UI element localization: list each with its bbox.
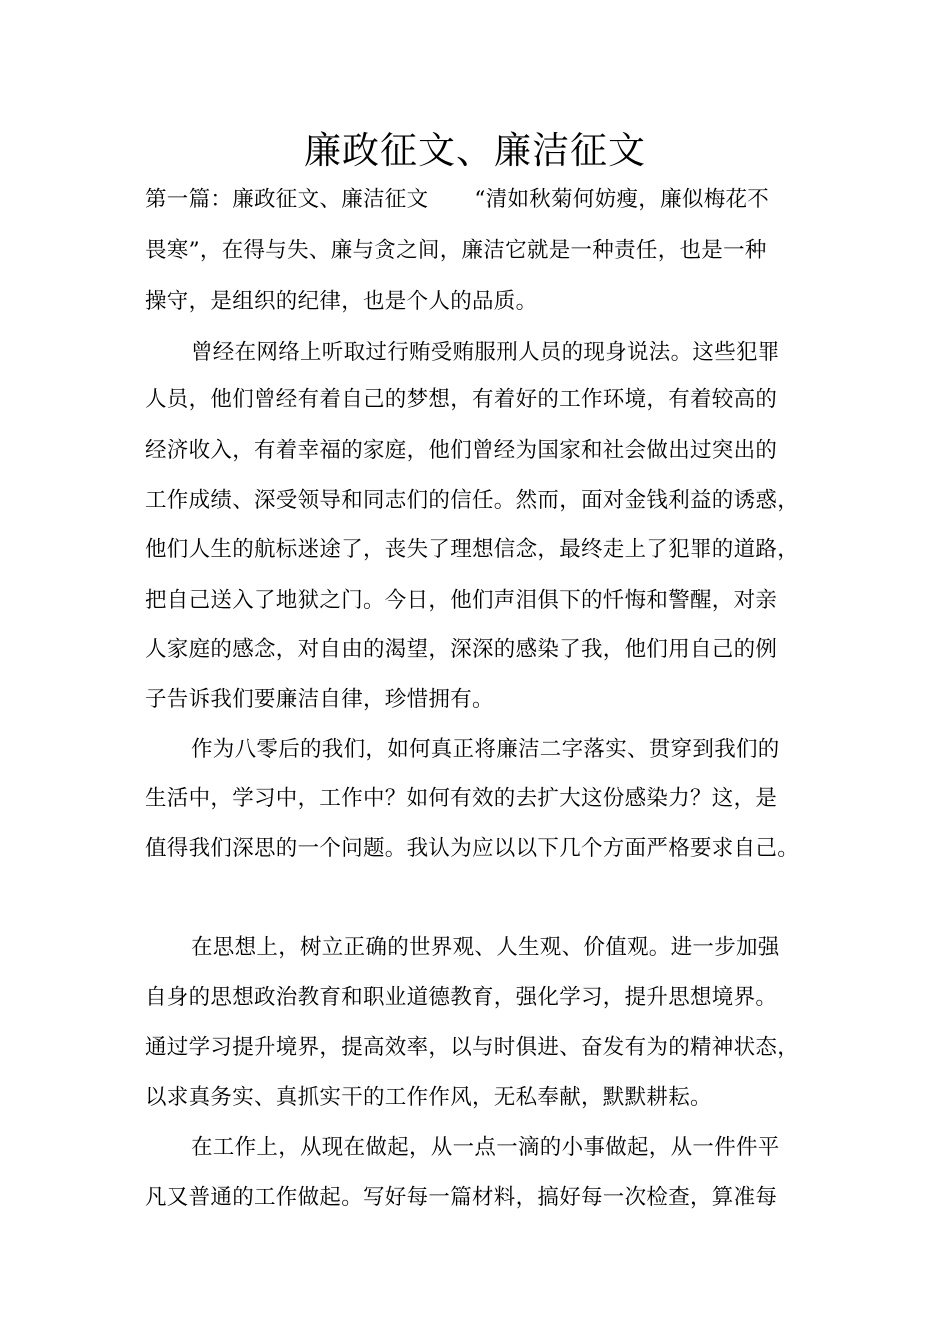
- p2-line-4: 工作成绩、深受领导和同志们的信任。然而，面对金钱利益的诱惑，: [145, 488, 800, 513]
- p4-line-2: 自身的思想政治教育和职业道德教育，强化学习，提升思想境界。: [145, 985, 778, 1010]
- intro-quote-start: “清如秋菊何妨瘦，廉似梅花不: [474, 187, 770, 212]
- p3-line-1: 作为八零后的我们，如何真正将廉洁二字落实、贯穿到我们的: [191, 737, 780, 762]
- p2-line-7: 人家庭的感念，对自由的渴望，深深的感染了我，他们用自己的例: [145, 637, 778, 662]
- p3-line-3: 值得我们深思的一个问题。我认为应以以下几个方面严格要求自己。: [145, 836, 800, 861]
- intro-heading: 第一篇：廉政征文、廉洁征文: [145, 187, 429, 212]
- intro-line-1: [145, 185, 769, 215]
- p2-line-2: 人员，他们曾经有着自己的梦想，有着好的工作环境，有着较高的: [145, 387, 778, 412]
- p5-line-2: 凡又普通的工作做起。写好每一篇材料，搞好每一次检查，算准每: [145, 1185, 778, 1210]
- p2-line-8: 子告诉我们要廉洁自律，珍惜拥有。: [145, 687, 494, 712]
- p2-line-1: 曾经在网络上听取过行贿受贿服刑人员的现身说法。这些犯罪: [191, 340, 780, 365]
- p5-line-1: 在工作上，从现在做起，从一点一滴的小事做起，从一件件平: [191, 1135, 780, 1160]
- document-title: 廉政征文、廉洁征文: [304, 129, 646, 172]
- p4-line-1: 在思想上，树立正确的世界观、人生观、价值观。进一步加强: [191, 935, 780, 960]
- p2-line-5: 他们人生的航标迷途了，丧失了理想信念，最终走上了犯罪的道路，: [145, 537, 800, 562]
- p2-line-6: 把自己送入了地狱之门。今日，他们声泪俱下的忏悔和警醒，对亲: [145, 588, 778, 613]
- p2-line-3: 经济收入，有着幸福的家庭，他们曾经为国家和社会做出过突出的: [145, 438, 778, 463]
- p4-line-3: 通过学习提升境界，提高效率，以与时俱进、奋发有为的精神状态，: [145, 1035, 800, 1060]
- p3-line-2: 生活中，学习中，工作中？如何有效的去扩大这份感染力？这，是: [145, 786, 778, 811]
- p4-line-4: 以求真务实、真抓实干的工作作风，无私奉献，默默耕耘。: [145, 1085, 712, 1110]
- intro-line-3: 操守，是组织的纪律，也是个人的品质。: [145, 289, 538, 314]
- intro-line-2: 畏寒”，在得与失、廉与贪之间，廉洁它就是一种责任，也是一种: [145, 238, 767, 263]
